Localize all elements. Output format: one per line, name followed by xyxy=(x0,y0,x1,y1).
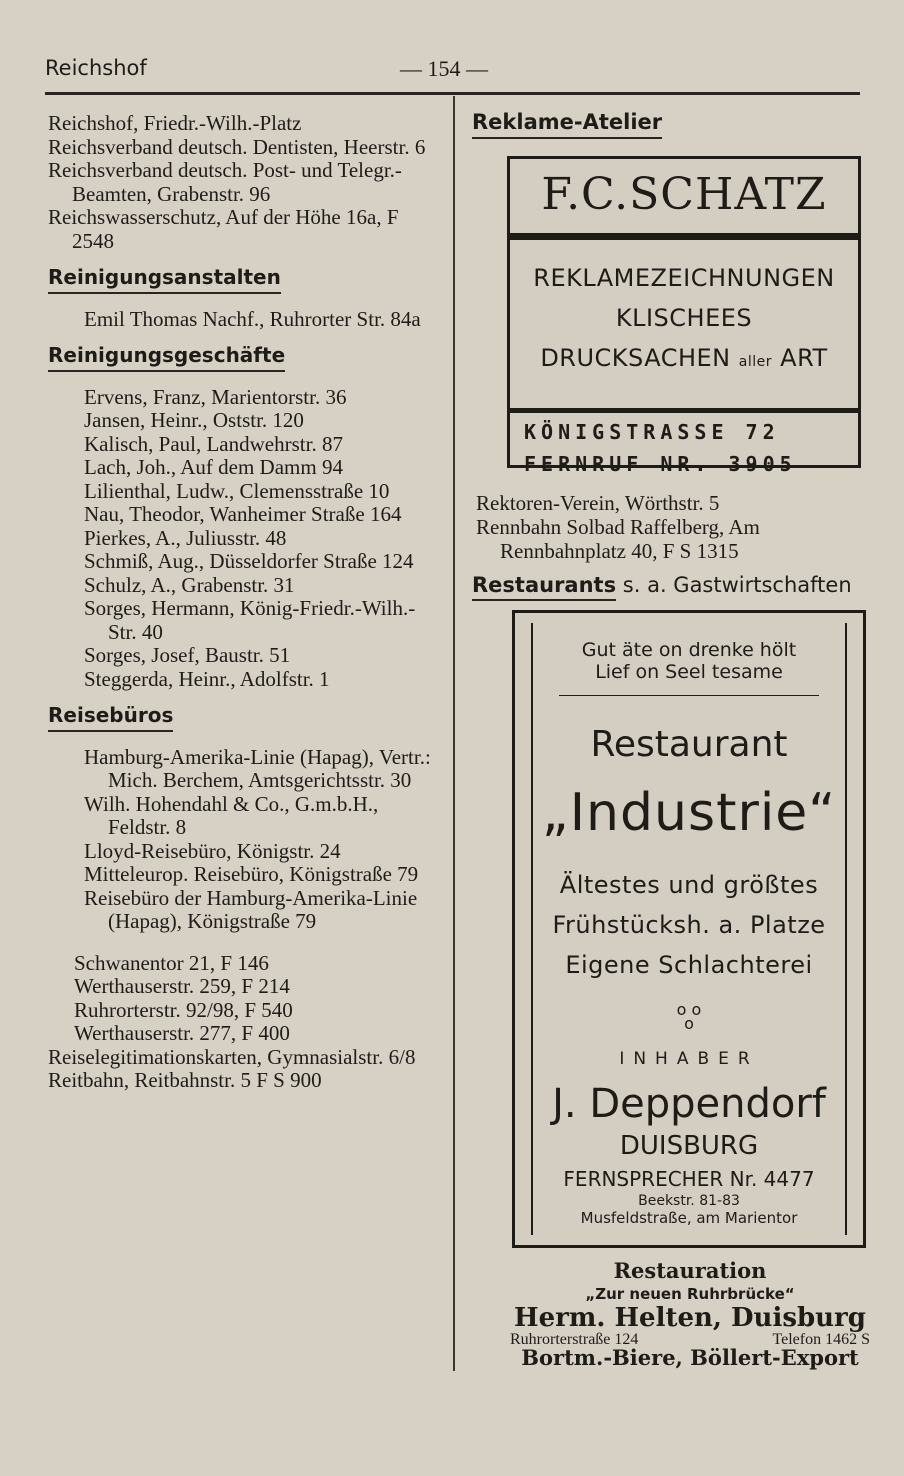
ad-bar xyxy=(510,233,858,240)
ad-service-main: DRUCKSACHEN xyxy=(540,344,731,372)
ad-ornament: o o o xyxy=(676,1000,702,1033)
list-item: Schmiß, Aug., Düsseldorfer Straße 124 xyxy=(84,549,414,573)
running-head: Reichshof xyxy=(45,56,147,80)
list-item: Kalisch, Paul, Landwehrstr. 87 xyxy=(84,431,343,456)
ad-service-line: KLISCHEES xyxy=(615,304,753,332)
advertisement-helten xyxy=(510,1258,870,1370)
section-heading-reklame-atelier: Reklame-Atelier xyxy=(472,110,662,139)
restaurants-line xyxy=(472,573,852,597)
ad-features xyxy=(533,865,845,985)
ad-street: Beekstr. 81-83 xyxy=(638,1193,740,1209)
ad-motto-line: Lief on Seel tesame xyxy=(595,661,783,683)
list-item: Nau, Theodor, Wanheimer Straße 164 xyxy=(84,502,402,526)
list-item: Reisebüro der Hamburg-Amerika-Linie (Hapag), Königstraße 79 xyxy=(84,885,418,933)
ad-beers: Bortm.-Biere, Böllert-Export xyxy=(521,1345,859,1370)
ad-feature: Frühstücksh. a. Platze xyxy=(552,911,826,939)
list-item: Reichswasserschutz, Auf der Höhe 16a, F 2548 xyxy=(48,205,399,253)
list-item: Reiselegitimationskarten, Gymnasialstr. 6/8 xyxy=(48,1044,416,1069)
list-item: Wilh. Hohendahl & Co., G.m.b.H., Feldstr. 8 xyxy=(84,791,379,839)
branch-item: Schwanentor 21, F 146 xyxy=(74,950,269,975)
branch-item: Werthauserstr. 277, F 400 xyxy=(74,1021,290,1045)
ad-bar xyxy=(510,408,858,413)
list-item: Rektoren-Verein, Wörthstr. 5 xyxy=(476,491,720,515)
ad-owner: J. Deppendorf xyxy=(552,1081,826,1127)
list-item: Mitteleurop. Reisebüro, Königstraße 79 xyxy=(84,862,419,886)
list-item: Emil Thomas Nachf., Ruhrorter Str. 84a xyxy=(84,306,421,331)
ad-owner: Herm. Helten, Duisburg xyxy=(514,1303,866,1333)
section-heading-reisebueros: Reisebüros xyxy=(48,704,173,732)
ad-street: Musfeldstraße, am Marientor xyxy=(580,1209,798,1227)
branch-item: Ruhrorterstr. 92/98, F 540 xyxy=(74,997,293,1022)
page-number: — 154 — xyxy=(400,56,488,81)
ad-motto xyxy=(533,639,845,683)
list-item: Lloyd-Reisebüro, Königstr. 24 xyxy=(84,838,341,863)
ad-phone: Telefon 1462 S xyxy=(772,1331,870,1348)
advertisement-schatz xyxy=(507,156,861,476)
section-heading-reinigungsanstalten: Reinigungsanstalten xyxy=(48,266,281,294)
list-item: Sorges, Josef, Baustr. 51 xyxy=(84,643,291,667)
list-item: Reichshof, Friedr.-Wilh.-Platz xyxy=(48,111,302,135)
list-item: Schulz, A., Grabenstr. 31 xyxy=(84,572,295,597)
ad-city: DUISBURG xyxy=(619,1131,759,1161)
ad-service-end: ART xyxy=(780,344,828,372)
list-item: Jansen, Heinr., Oststr. 120 xyxy=(84,408,304,432)
ad-services xyxy=(510,258,858,382)
header-rule xyxy=(45,92,860,95)
ad-title: Restaurant xyxy=(590,724,788,765)
ad-feature: Ältestes und größtes xyxy=(559,871,819,899)
section-heading-reinigungsgeschaefte: Reinigungsgeschäfte xyxy=(48,344,285,372)
left-column xyxy=(48,112,443,1093)
advertisement-industrie xyxy=(512,610,866,1248)
list-item: Hamburg-Amerika-Linie (Hapag), Vertr.: Mich. Berchem, Amtsgerichtsstr. 30 xyxy=(84,744,431,792)
list-item: Reichsverband deutsch. Dentisten, Heerstr. 6 xyxy=(48,134,426,159)
ad-service-line xyxy=(510,338,858,382)
cross-reference: s. a. Gastwirtschaften xyxy=(622,573,852,597)
list-item: Steggerda, Heinr., Adolfstr. 1 xyxy=(84,666,330,691)
ad-phone: FERNSPRECHER Nr. 4477 xyxy=(563,1167,815,1191)
column-divider xyxy=(453,96,455,1371)
section-heading-restaurants: Restaurants xyxy=(472,573,616,601)
ad-address: KÖNIGSTRASSE 72 xyxy=(524,420,780,444)
list-item: Ervens, Franz, Marientorstr. 36 xyxy=(84,384,347,409)
right-column-entries xyxy=(476,491,868,563)
ad-divider xyxy=(559,695,819,696)
ad-phone: FERNRUF NR. 3905 xyxy=(524,452,797,476)
list-item: Lilienthal, Ludw., Clemensstraße 10 xyxy=(84,478,390,503)
list-item: Reitbahn, Reitbahnstr. 5 F S 900 xyxy=(48,1068,322,1092)
ad-restaurant-name: „Industrie“ xyxy=(541,783,837,843)
list-item: Rennbahn Solbad Raffelberg, Am Rennbahnplatz 40, F S 1315 xyxy=(476,515,760,563)
ad-address: Ruhrorterstraße 124 xyxy=(510,1331,639,1348)
list-item: Pierkes, A., Juliusstr. 48 xyxy=(84,525,287,550)
ad-subtitle: „Zur neuen Ruhrbrücke“ xyxy=(585,1285,795,1303)
ad-company-name: F.C.SCHATZ xyxy=(541,169,827,220)
list-item: Reichsverband deutsch. Post- und Telegr.-Beamten, Grabenstr. 96 xyxy=(48,158,402,206)
ad-motto-line: Gut äte on drenke hölt xyxy=(581,639,797,661)
ad-title: Restauration xyxy=(613,1258,767,1283)
ad-feature: Eigene Schlachterei xyxy=(565,951,813,979)
list-item: Lach, Joh., Auf dem Damm 94 xyxy=(84,455,343,479)
ad-owner-label: INHABER xyxy=(619,1049,759,1069)
ad-service-small: aller xyxy=(738,354,773,370)
ad-service-line: REKLAMEZEICHNUNGEN xyxy=(533,264,835,292)
list-item: Sorges, Hermann, König-Friedr.-Wilh.-Str. 40 xyxy=(84,596,416,644)
branch-item: Werthauserstr. 259, F 214 xyxy=(74,974,290,998)
